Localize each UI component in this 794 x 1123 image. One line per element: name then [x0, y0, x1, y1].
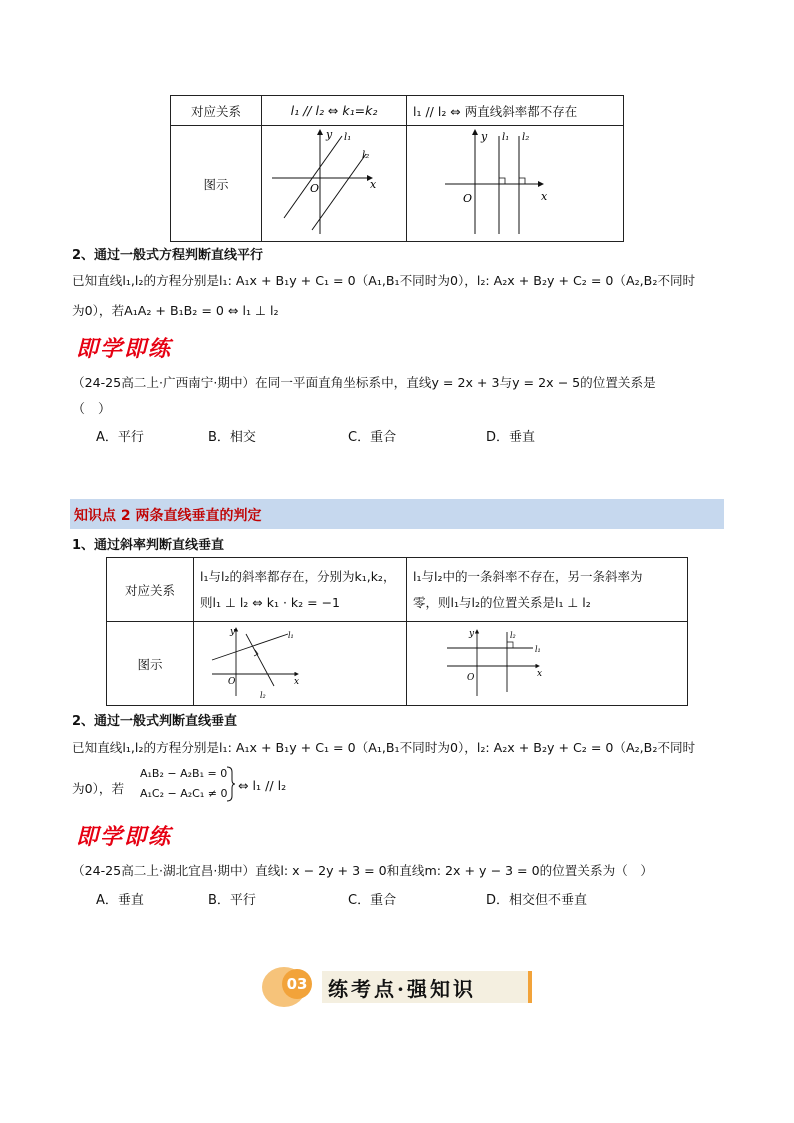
- line-l2-label: l₂: [522, 132, 530, 143]
- condition-brace-icon: [226, 766, 236, 802]
- perpendicular-slope-table: [106, 557, 688, 706]
- question-1-stem: （24-25高二上·广西南宁·期中）在同一平面直角坐标系中，直线y = 2x + 3与y = 2x − 5的位置关系是: [72, 375, 656, 390]
- vertical-lines-figure: [407, 126, 623, 238]
- line-l1-label: l₁: [535, 645, 541, 654]
- y-axis-label: y: [326, 128, 333, 141]
- q1-option-d[interactable]: D．垂直: [486, 430, 536, 445]
- table1-row-label: 图示: [171, 126, 262, 242]
- parallel-slope-table: [170, 95, 624, 242]
- table2-row-label: 图示: [107, 622, 194, 706]
- practice-label-2: 即学即练: [76, 824, 173, 850]
- general-perp-line1: 已知直线l₁,l₂的方程分别是l₁: A₁x + B₁y + C₁ = 0（A₁,B₁不同时为0），l₂: A₂x + B₂y + C₂ = 0（A₂,B₂不同时: [72, 740, 696, 755]
- badge-title: 练考点·强知识: [328, 977, 476, 1001]
- perp-condition-2: A₁C₂ − A₂C₁ ≠ 0: [140, 787, 228, 800]
- q2-option-a[interactable]: A．垂直: [96, 893, 144, 908]
- general-parallel-line1: 已知直线l₁,l₂的方程分别是l₁: A₁x + B₁y + C₁ = 0（A₁,B₁不同时为0），l₂: A₂x + B₂y + C₂ = 0（A₂,B₂不同时: [72, 273, 696, 288]
- parallel-lines-figure: [262, 126, 404, 238]
- question-2-stem: （24-25高二上·湖北宜昌·期中）直线l: x − 2y + 3 = 0和直线m: 2x + y − 3 = 0的位置关系为（ ）: [72, 863, 653, 878]
- section-3-badge: [262, 965, 534, 1009]
- x-axis-label: x: [537, 669, 543, 679]
- origin-label: O: [310, 182, 320, 195]
- q1-option-b[interactable]: B．相交: [208, 430, 256, 445]
- y-axis-label: y: [469, 629, 475, 639]
- perpendicular-oblique-figure: [194, 622, 404, 702]
- general-perp-line2-prefix: 为0），若: [72, 781, 125, 796]
- q2-option-b[interactable]: B．平行: [208, 893, 256, 908]
- question-1-options: [96, 426, 596, 446]
- line-l2-label: l₂: [362, 150, 370, 161]
- origin-label: O: [463, 192, 473, 205]
- table1-figure-parallel: [262, 126, 407, 242]
- q1-option-c[interactable]: C．重合: [348, 430, 397, 445]
- y-axis-label: y: [481, 130, 488, 143]
- general-parallel-line2: 为0），若A₁A₂ + B₁B₂ = 0 ⇔ l₁ ⊥ l₂: [72, 303, 279, 318]
- table2-h2-line2: 则l₁ ⊥ l₂ ⇔ k₁ · k₂ = −1: [200, 594, 340, 610]
- section-2-title: 知识点 2 两条直线垂直的判定: [74, 508, 262, 524]
- table2-header-one-slope-missing: [407, 558, 688, 622]
- line-l1-label: l₁: [344, 132, 352, 143]
- y-axis-label: y: [230, 627, 236, 637]
- perp-condition-1: A₁B₂ − A₂B₁ = 0: [140, 767, 228, 780]
- perpendicular-axis-figure: [407, 622, 683, 702]
- origin-label: O: [467, 673, 475, 683]
- line-l1-label: l₁: [502, 132, 510, 143]
- line-l1-label: l₁: [288, 631, 294, 640]
- badge-number: 03: [282, 969, 312, 999]
- line-l2-label: l₂: [510, 631, 516, 640]
- q2-option-c[interactable]: C．重合: [348, 893, 397, 908]
- table1-header-no-slope: l₁ // l₂ ⇔ 两直线斜率都不存在: [407, 96, 624, 126]
- table2-header-relation: 对应关系: [107, 558, 194, 622]
- question-1-paren: （ ）: [72, 402, 112, 417]
- general-parallel-heading: 2、通过一般式方程判断直线平行: [72, 248, 264, 263]
- section-2-band: [70, 499, 724, 529]
- general-perp-heading: 2、通过一般式判断直线垂直: [72, 714, 238, 729]
- slope-perp-heading: 1、通过斜率判断直线垂直: [72, 538, 225, 553]
- table2-figure-axis-aligned: [407, 622, 688, 706]
- table2-h2-line1: l₁与l₂的斜率都存在，分别为k₁,k₂，: [200, 568, 396, 584]
- table2-figure-oblique: [194, 622, 407, 706]
- table2-header-both-slopes: [194, 558, 407, 622]
- practice-label: 即学即练: [76, 336, 173, 362]
- origin-label: O: [228, 677, 236, 687]
- x-axis-label: x: [294, 677, 300, 687]
- x-axis-label: x: [541, 190, 548, 203]
- table1-figure-vertical: [407, 126, 624, 242]
- table2-h3-line2: 零，则l₁与l₂的位置关系是l₁ ⊥ l₂: [413, 594, 591, 610]
- table1-header-slopes-equal: l₁ // l₂ ⇔ k₁=k₂: [262, 96, 407, 126]
- table2-h3-line1: l₁与l₂中的一条斜率不存在，另一条斜率为: [413, 568, 643, 584]
- question-2-options: [96, 889, 616, 909]
- x-axis-label: x: [370, 178, 377, 191]
- q2-option-d[interactable]: D．相交但不垂直: [486, 893, 588, 908]
- table1-header-relation: 对应关系: [171, 96, 262, 126]
- line-l2-label: l₂: [260, 691, 266, 700]
- general-perp-line2-suffix: ⇔ l₁ // l₂: [238, 778, 287, 793]
- q1-option-a[interactable]: A．平行: [96, 430, 144, 445]
